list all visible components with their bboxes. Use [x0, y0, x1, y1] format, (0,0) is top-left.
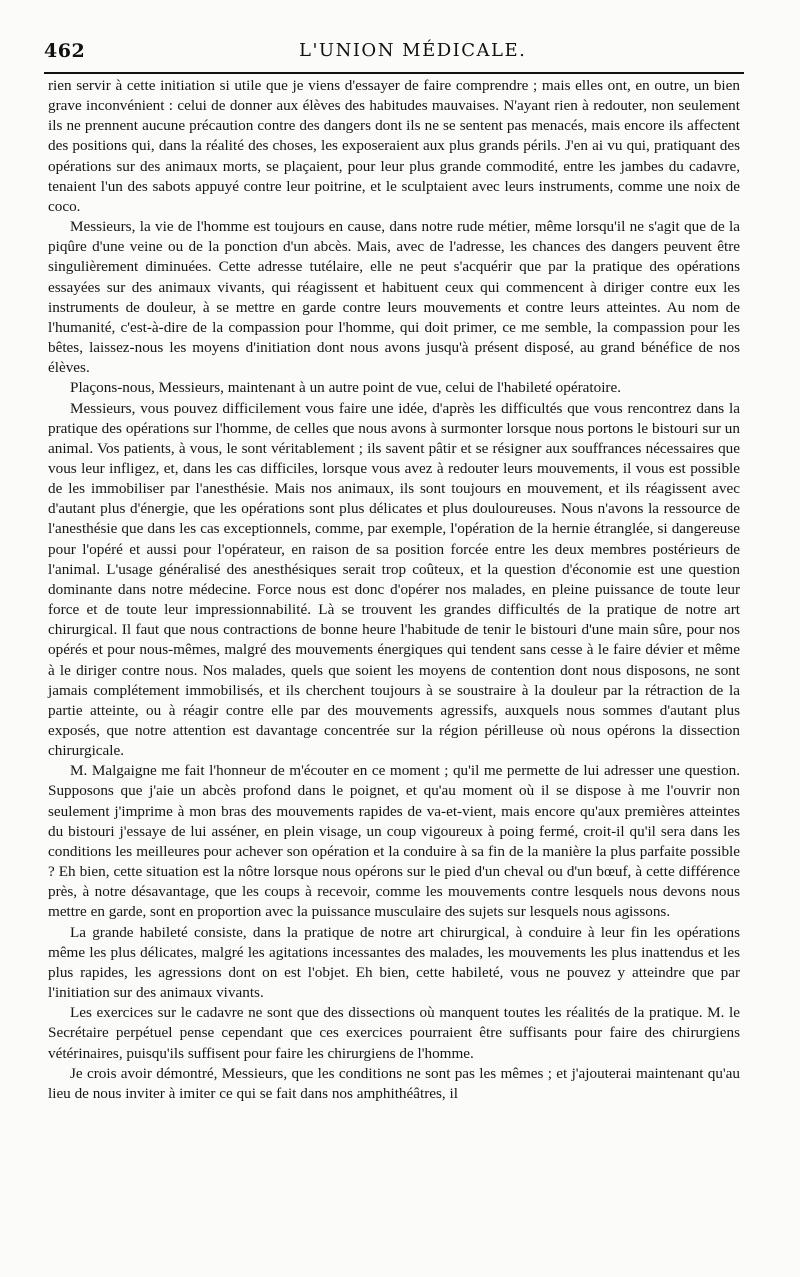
paragraph: Les exercices sur le cadavre ne sont que des dissections où manquent toutes les réalités de la pratique. M. le Secrétaire perpétuel pense cependant que ces exercices pourraient être suffisants pour faire des chirurgiens vétérinaires, puisqu'ils suffisent pour faire les chirurgiens de l'homme. — [48, 1004, 740, 1062]
paragraph: La grande habileté consiste, dans la pratique de notre art chirurgical, à conduire à leur fin les opérations même les plus délicates, malgré les agitations incessantes des malades, les mouvements les plus inattendus et les plus rapides, les agressions dont on est l'objet. Eh bien, cette habileté, vous ne pouvez y atteindre que par l'initiation sur des animaux vivants. — [48, 923, 740, 1002]
paragraph: Messieurs, la vie de l'homme est toujours en cause, dans notre rude métier, même lorsqu'il ne s'agit que de la piqûre d'une veine ou de la ponction d'un abcès. Mais, avec de l'adresse, les chances des dangers peuvent être singulièrement diminuées. Cette adresse tutélaire, elle ne peut s'acquérir que par la pratique des opérations essayées sur des animaux vivants, qui réagissent et habituent ceux qui commencent à diriger contre eux les instruments de douleur, à se mettre en garde contre leurs mouvements et contre leurs atteintes. Au nom de l'humanité, c'est-à-dire de la compassion pour l'homme, qui doit primer, ce me semble, la compassion pour les bêtes, laissez-nous les moyens d'initiation dont nous avons jusqu'à présent disposé, au grand bénéfice de nos élèves. — [48, 218, 740, 377]
paragraph: Je crois avoir démontré, Messieurs, que les conditions ne sont pas les mêmes ; et j'ajouterai maintenant qu'au lieu de nous inviter à imiter ce qui se fait dans nos amphithéâtres, il — [48, 1064, 740, 1102]
paragraph: M. Malgaigne me fait l'honneur de m'écouter en ce moment ; qu'il me permette de lui adresser une question. Supposons que j'aie un abcès profond dans le poignet, et qu'au moment où il se dispose à me l'ouvrir non seulement j'imprime à mon bras des mouvements rapides de va-et-vient, mais encore qu'aux premières atteintes du bistouri j'essaye de lui asséner, en plein visage, un coup vigoureux à poing fermé, croit-il qu'il sera dans les conditions les meilleures pour achever son opération et la conduire à sa fin de la manière la plus parfaite possible ? Eh bien, cette situation est la nôtre lorsque nous opérons sur le pied d'un cheval ou d'un bœuf, à cette différence près, à notre désavantage, que les coups à recevoir, comme les mouvements contre lesquels nous devons nous mettre en garde, sont en proportion avec la puissance musculaire des sujets sur lesquels nous agissons. — [48, 762, 740, 921]
page-number: 462 — [44, 40, 86, 62]
paragraph: rien servir à cette initiation si utile que je viens d'essayer de faire comprendre ; mais elles ont, en outre, un bien grave inconvénient : celui de donner aux élèves des habitudes mauvaises. N'ayant rien à redouter, non seulement ils ne prennent aucune précaution contre des dangers dont ils ne se sentent pas menacés, mais encore ils affectent des positions qui, dans la réalité des choses, les exposeraient aux plus grands périls. J'en ai vu qui, pratiquant des opérations sur des animaux morts, se plaçaient, pour leur plus grande commodité, entre les jambes du cadavre, tenaient l'un des sabots appuyé contre leur poitrine, et le sculptaient avec leurs instruments, comme une noix de coco. — [48, 77, 740, 215]
article-body — [48, 76, 740, 1104]
running-head — [44, 38, 744, 68]
paragraph: Messieurs, vous pouvez difficilement vous faire une idée, d'après les difficultés que vous rencontrez dans la pratique des opérations sur l'homme, de celles que nous avons à surmonter lorsque nous portons le bistouri sur un animal. Vos patients, à vous, le sont véritablement ; ils savent pâtir et se résigner aux souffrances nécessaires que vous leur infligez, et, dans les cas difficiles, lorsque vous avez à redouter leurs mouvements, il vous est possible de les immobiliser par l'anesthésie. Mais nos animaux, ils sont toujours en mouvement, et ils réagissent avec d'autant plus d'énergie, que les opérations sont plus délicates et plus douloureuses. Nous n'avons la ressource de l'anesthésie que dans les cas exceptionnels, comme, par exemple, l'opération de la hernie étranglée, si dangereuse pour l'opéré et aussi pour l'opérateur, en raison de sa position forcée entre les deux membres postérieurs de l'animal. L'usage généralisé des anesthésiques serait trop coûteux, et la question d'économie est une question dominante dans notre médecine. Force nous est donc d'opérer nos malades, en pleine puissance de toute leur force et de toute leur impressionnabilité. Là se trouvent les grandes difficultés de la pratique de notre art chirurgical. Il faut que nous contractions de bonne heure l'habitude de tenir le bistouri d'une main sûre, pour nos opérés et pour nous-mêmes, malgré des mouvements énergiques qui tendent sans cesse à le faire dévier et même à le diriger contre nous. Nos malades, quels que soient les moyens de contention dont nous disposons, ne sont jamais complétement immobilisés, et ils cherchent toujours à se soustraire à la douleur par la rétraction de la partie atteinte, ou à réagir contre elle par des mouvements agressifs, auxquels nous sommes d'autant plus exposés, que notre attention est davantage concentrée sur la région périlleuse où nous opérons la dissection chirurgicale. — [48, 399, 740, 760]
header-rule — [44, 72, 744, 74]
journal-title: L'UNION MÉDICALE. — [299, 40, 527, 61]
paragraph: Plaçons-nous, Messieurs, maintenant à un autre point de vue, celui de l'habileté opératoire. — [70, 379, 622, 397]
